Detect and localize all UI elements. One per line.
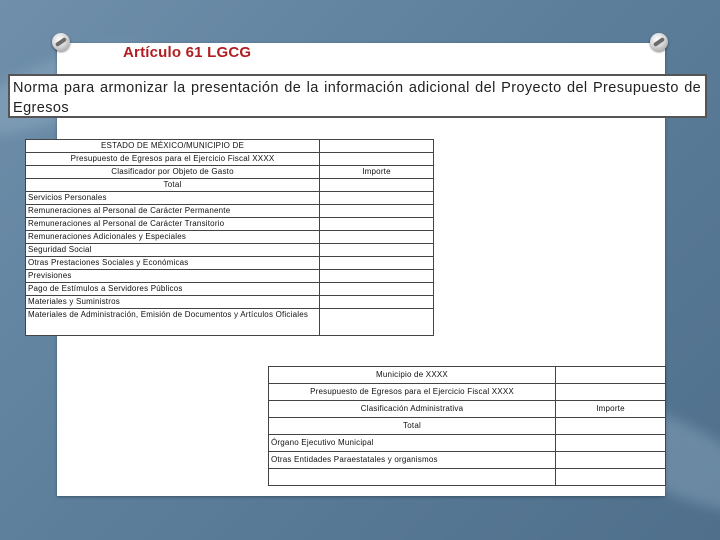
table-row-label: Materiales y Suministros [26,296,320,309]
table-header-value-cell: Importe [320,166,434,179]
table-header-row [269,384,666,401]
table-row-value [320,231,434,244]
table-header-row [269,401,666,418]
table-row-value [556,452,666,469]
table-header-row [26,140,434,153]
table-header-cell: Clasificador por Objeto de Gasto [26,166,320,179]
table-header-value-cell [320,140,434,153]
table-header-value-cell [320,153,434,166]
table-row-label: Otras Prestaciones Sociales y Económicas [26,257,320,270]
table-header-row [26,166,434,179]
norma-box: Norma para armonizar la presentación de la información adicional del Proyecto del Presupuesto de Egresos [8,74,707,118]
table-row-value [556,469,666,486]
pushpin-left-icon [52,33,70,51]
table-row [269,435,666,452]
pushpin-right-icon [650,33,668,51]
table-row-label: Remuneraciones Adicionales y Especiales [26,231,320,244]
table-row [26,257,434,270]
table-header-value-cell [556,418,666,435]
table-row-label: Órgano Ejecutivo Municipal [269,435,556,452]
table-row-label: Servicios Personales [26,192,320,205]
table-header-row [269,418,666,435]
table-row-value [320,218,434,231]
slide-title: Artículo 61 LGCG [123,44,252,61]
table-header-value-cell [556,384,666,401]
table-row [269,469,666,486]
table-row [26,192,434,205]
table-header-cell: Municipio de XXXX [269,367,556,384]
table-row [26,309,434,336]
table-row-value [320,257,434,270]
table-row-value [320,309,434,336]
table-header-cell: Clasificación Administrativa [269,401,556,418]
table-row-label: Otras Entidades Paraestatales y organismos [269,452,556,469]
clasificacion-administrativa-table [268,366,666,486]
table-header-cell: ESTADO DE MÉXICO/MUNICIPIO DE [26,140,320,153]
table-row [26,244,434,257]
table-row-value [320,270,434,283]
table-row [269,452,666,469]
table-row-label: Remuneraciones al Personal de Carácter Transitorio [26,218,320,231]
table-row-value [556,435,666,452]
table-header-cell: Total [269,418,556,435]
table-row [26,205,434,218]
table-header-cell: Presupuesto de Egresos para el Ejercicio Fiscal XXXX [26,153,320,166]
table-row-value [320,244,434,257]
table-row [26,296,434,309]
table-row-value [320,283,434,296]
table-header-value-cell [556,367,666,384]
table-header-cell: Total [26,179,320,192]
table-row [26,218,434,231]
table-header-value-cell: Importe [556,401,666,418]
table-row-value [320,205,434,218]
table-row-label: Remuneraciones al Personal de Carácter Permanente [26,205,320,218]
table-row-value [320,296,434,309]
table-row-value [320,192,434,205]
table-row-label: Pago de Estímulos a Servidores Públicos [26,283,320,296]
table-row-label: Seguridad Social [26,244,320,257]
table-header-cell: Presupuesto de Egresos para el Ejercicio Fiscal XXXX [269,384,556,401]
table-row [26,283,434,296]
clasificador-objeto-gasto-table [25,139,434,336]
table-row [26,270,434,283]
table-header-row [26,153,434,166]
table-header-row [26,179,434,192]
table-row-label [269,469,556,486]
table-row [26,231,434,244]
table-header-value-cell [320,179,434,192]
table-row-label: Materiales de Administración, Emisión de Documentos y Artículos Oficiales [26,309,320,336]
table-row-label: Previsiones [26,270,320,283]
table-header-row [269,367,666,384]
